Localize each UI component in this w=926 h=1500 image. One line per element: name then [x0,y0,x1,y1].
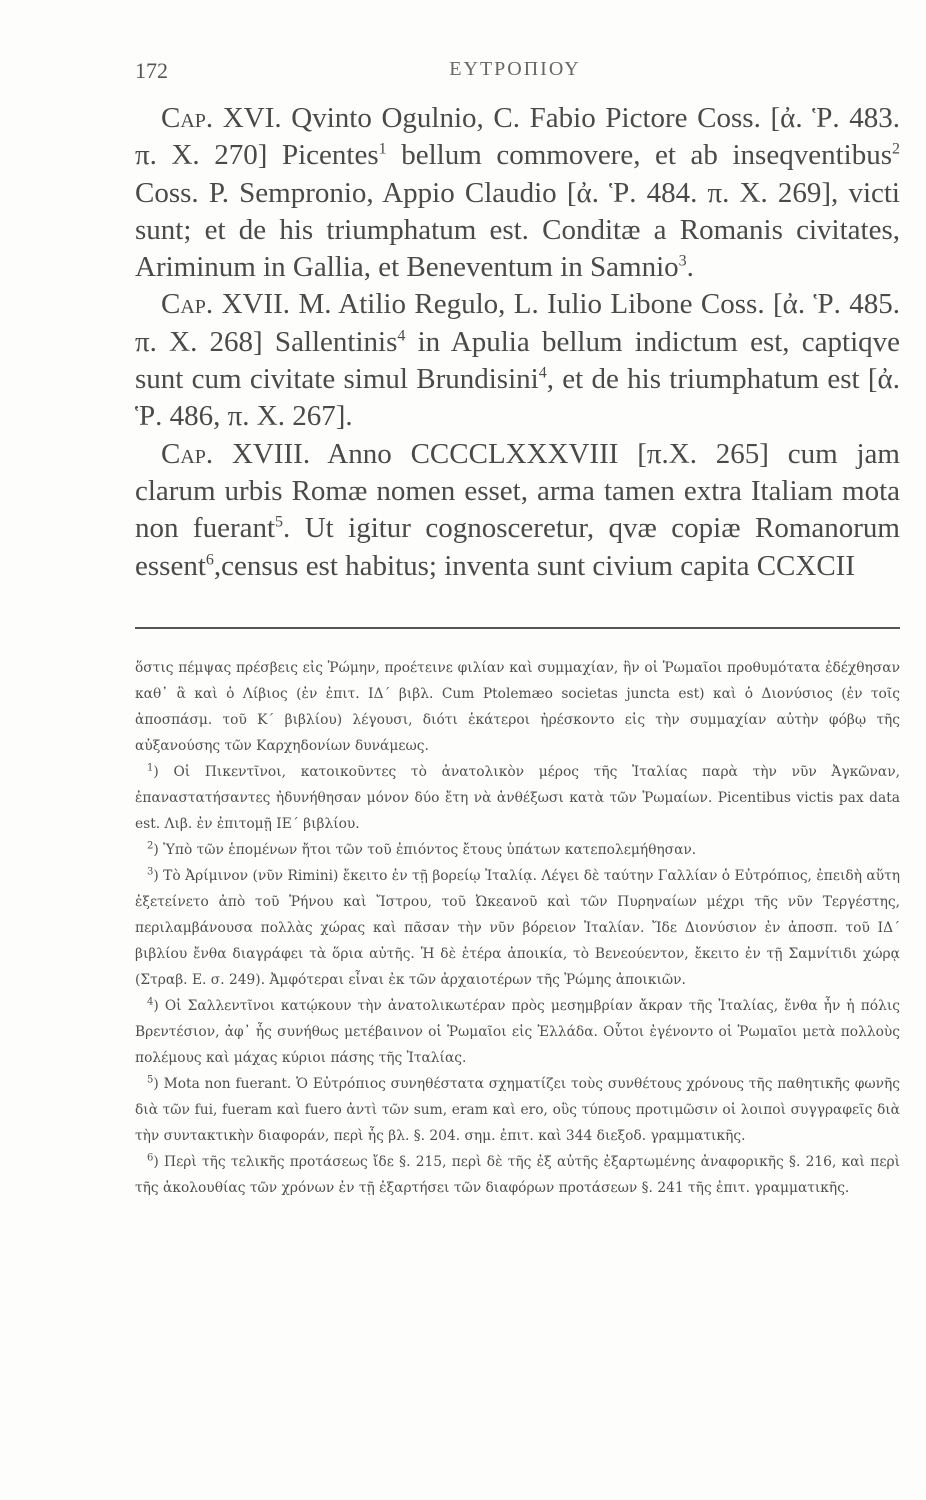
chapter-text: . Ut igitur cognosceretur, qvæ copiæ Romanorum essent [135,512,900,582]
footnote-2 [135,837,900,863]
footnote-ref: 2 [892,140,900,158]
footnote-ref: 1 [378,140,387,158]
chapter-17 [135,286,900,435]
footnote-number: 4 [147,996,154,1008]
footnote-text: ) Mota non fuerant. Ὁ Εὐτρόπιος συνηθέστατα σχηματίζει τοὺς συνθέτους χρόνους τῆς παθητικῆς φωνῆς διὰ τῶν fui, fueram καὶ fuero ἀντὶ τῶν sum, eram καὶ ero, οὓς τύπους προτιμῶσιν οἱ λοιποὶ συγγραφεῖς διὰ τὴν συντακτικὴν διαφοράν, περὶ ἧς βλ. §. 204. σημ. ἐπιτ. καὶ 344 διεξοδ. γραμματικῆς. [135,1076,900,1144]
chapter-text: bellum commovere, et ab inseqventibus [386,139,892,172]
footnote-1 [135,759,900,837]
footnote-number: 6 [147,1152,154,1164]
footnote-text: ) Οἱ Σαλλεντῖνοι κατῴκουν τὴν ἀνατολικωτέραν πρὸς μεσημβρίαν ἄκραν τῆς Ἰταλίας, ἔνθα ἦν ἡ πόλις Βρεντέσιον, ἀφ᾿ ἧς συνήθως μετέβαινον οἱ Ῥωμαῖοι εἰς Ἑλλάδα. Οὗτοι ἐγένοντο οἱ Ῥωμαῖοι μετὰ πολλοὺς πολέμους καὶ μάχας κύριοι πάσης τῆς Ἰταλίας. [135,998,900,1066]
footnote-ref: 3 [678,252,687,270]
chapter-18 [135,436,900,585]
chapter-text: ,census est habitus; inventa sunt civium capita CCXCII [213,549,855,582]
footnote-number: 2 [147,840,154,852]
footnote-3 [135,863,900,993]
chapter-text: Anno CCCCLXXXVIII [π.Χ. 265] cum jam clarum urbis Romæ nomen esset, arma tamen extra Italiam mota non fuerant [135,437,900,545]
footnote-text: ) Οἱ Πικεντῖνοι, κατοικοῦντες τὸ ἀνατολικὸν μέρος τῆς Ἰταλίας παρὰ τὴν νῦν Ἀγκῶναν, ἐπαναστατήσαντες ἠδυνήθησαν μόνον δύο ἔτη νὰ ἀνθέξωσι κατὰ τῶν Ῥωμαίων. Picentibus victis pax data est. Λιβ. ἐν ἐπιτομῇ ΙΕ΄ βιβλίου. [135,764,900,832]
footnote-5 [135,1071,900,1149]
running-head: ΕΥΤΡΟΠΙΟΥ [449,58,581,80]
footnote-ref: 4 [538,364,547,382]
footnote-text: ) Περὶ τῆς τελικῆς προτάσεως ἴδε §. 215, περὶ δὲ τῆς ἐξ αὐτῆς ἐξαρτωμένης ἀναφορικῆς §. 216, καὶ περὶ τῆς ἀκολουθίας τῶν χρόνων ἐν τῇ ἐξαρτήσει τῶν διαφόρων προτάσεων §. 241 τῆς ἐπιτ. γραμματικῆς. [135,1154,900,1196]
chapter-text: M. Atilio Regulo, L. Iulio Libone Coss. [ἀ. Ῥ. 485. π. Χ. 268] Sallentinis [135,288,901,358]
footnote-divider [135,627,900,629]
chapter-text: , et de his triumphatum est [ἀ. Ῥ. 486, π. Χ. 267]. [135,363,901,433]
chapter-16 [135,100,900,286]
chapter-label: Cap. XVIII. [161,437,311,470]
footnotes [135,655,900,1201]
footnote-ref: 6 [205,550,214,568]
chapter-text: . [686,251,694,284]
footnote-4 [135,993,900,1071]
footnote-text: ) Ὑπὸ τῶν ἑπομένων ἤτοι τῶν τοῦ ἐπιόντος ἔτους ὑπάτων κατεπολεμήθησαν. [153,842,697,858]
chapter-label: Cap. XVI. [161,102,282,134]
page-number: 172 [135,58,168,83]
chapter-text: Coss. P. Sempronio, Appio Claudio [ἀ. Ῥ. 484. π. Χ. 269], victi sunt; et de his triumphatum est. Conditæ a Romanis civitates, Ariminum in Gallia, et Beneventum in Samnio [135,176,900,284]
footnote-continued: ὅστις πέμψας πρέσβεις εἰς Ῥώμην, προέτεινε φιλίαν καὶ συμμαχίαν, ἣν οἱ Ῥωμαῖοι προθυμότατα ἐδέχθησαν καθ᾿ ἃ καὶ ὁ Λίβιος (ἐν ἐπιτ. ΙΔ΄ βιβλ. Cum Ptolemæo societas juncta est) καὶ ὁ Διονύσιος (ἐν τοῖς ἀποσπάσμ. τοῦ Κ΄ βιβλίου) λέγουσι, διότι ἑκάτεροι ἠρέσκοντο εἰς τὴν συμμαχίαν αὐτὴν φόβῳ τῆς αὐξανούσης τῶν Καρχηδονίων δυνάμεως. [135,660,900,754]
footnote-ref: 4 [397,327,406,345]
footnote-ref: 5 [275,513,284,531]
footnote-text: ) Τὸ Ἀρίμινον (νῦν Rimini) ἔκειτο ἐν τῇ βορείῳ Ἰταλίᾳ. Λέγει δὲ ταύτην Γαλλίαν ὁ Εὐτρόπιος, ἐπειδὴ αὕτη ἐξετείνετο ἀπὸ τοῦ Ῥήνου καὶ Ἴστρου, τοῦ Ὠκεανοῦ καὶ τῶν Πυρηναίων μέχρι τῆς νῦν Τεργέστης, περιλαμβάνουσα πολλὰς χώρας καὶ πᾶσαν τὴν νῦν βόρειον Ἰταλίαν. Ἴδε Διονύσιον ἐν ἀποσπ. τοῦ ΙΔ΄ βιβλίου ἔνθα διαγράφει τὰ ὅρια αὐτῆς. Ἡ δὲ ἑτέρα ἀποικία, τὸ Βενεούεντον, ἔκειτο ἐν τῇ Σαμνίτιδι χώρᾳ (Στραβ. Ε. σ. 249). Ἀμφότεραι εἶναι ἐκ τῶν ἀρχαιοτέρων τῆς Ῥώμης ἀποικιῶν. [135,868,900,988]
footnote-number: 1 [147,762,154,774]
page-header [135,58,895,92]
chapter-text: in Apulia bellum indictum est, captiqve sunt cum civitate simul Brundisini [135,325,900,396]
chapter-text: Qvinto Ogulnio, C. Fabio Pictore Coss. [ἀ. Ῥ. 483. π. Χ. 270] Picentes [135,102,901,172]
footnote-number: 3 [147,866,154,878]
chapter-label: Cap. XVII. [161,288,291,321]
footnote-6 [135,1149,900,1201]
main-text [135,100,900,585]
footnote-number: 5 [147,1074,154,1086]
